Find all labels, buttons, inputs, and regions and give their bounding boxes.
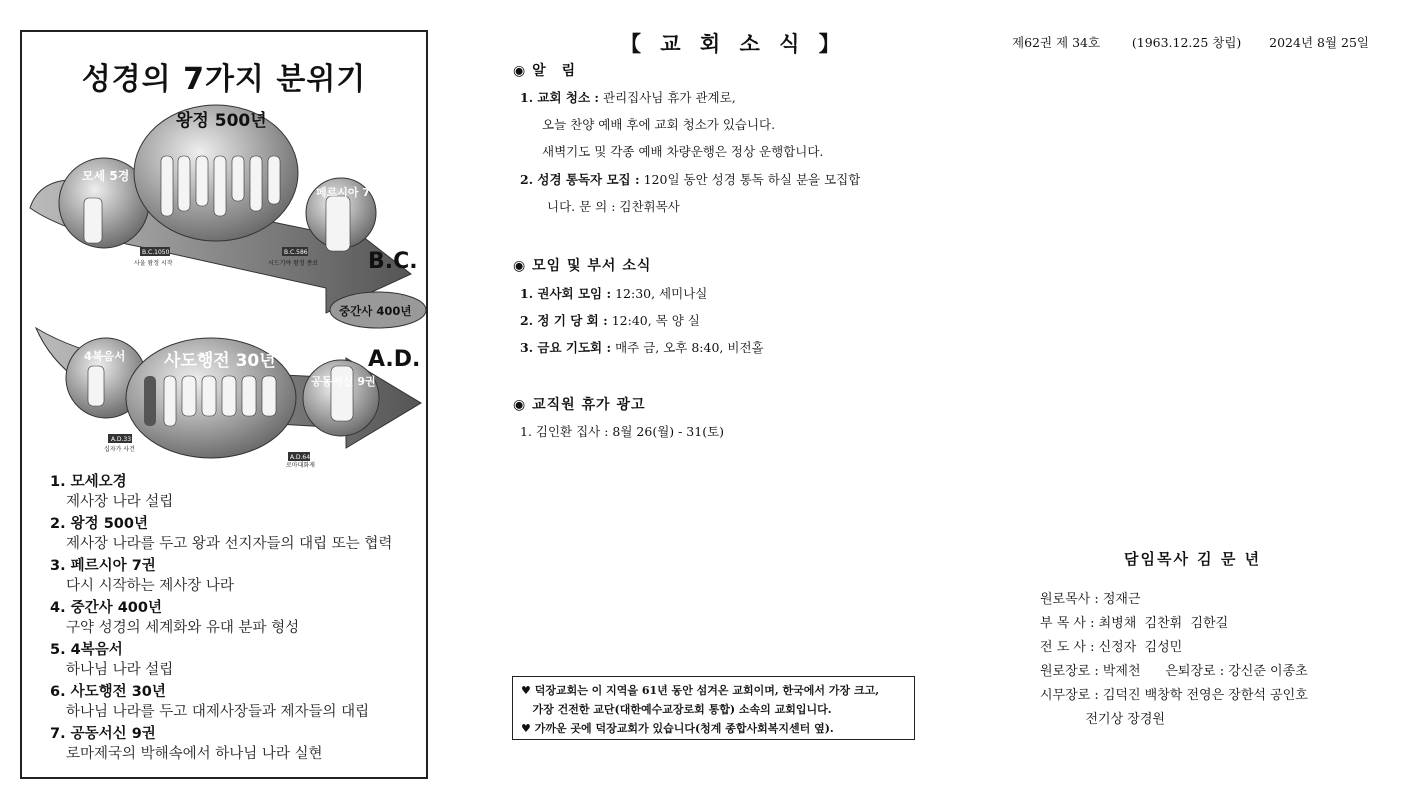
staff-line: 부 목 사 : 최병채 김찬휘 김한길	[1040, 616, 1229, 631]
church-box-line-3: ♥ 가까운 곳에 덕장교회가 있습니다(청계 종합사회복지센터 옆).	[521, 722, 834, 735]
persia-scroll	[326, 196, 350, 251]
panel-title: 성경의 7가지 분위기	[81, 62, 367, 97]
era-heading: 5. 4복음서	[50, 642, 123, 658]
staff-line: 전 도 사 : 신정자 김성민	[1040, 640, 1183, 655]
meeting-3-text: 매주 금, 오후 8:40, 비전홀	[611, 340, 764, 355]
zedekiah-label: 시드기야 왕정 종료	[268, 260, 319, 267]
volume-number: 제62권 제 34호	[1012, 35, 1101, 50]
era-item	[50, 556, 420, 597]
era-item	[50, 472, 420, 513]
staff-line: 원로목사 : 정재근	[1040, 592, 1141, 607]
notice-1-text: 관리집사님 휴가 관계로,	[599, 90, 736, 105]
bible-timeline-diagram	[26, 98, 426, 468]
meeting-2-text: 12:40, 목 양 실	[607, 313, 700, 328]
era-heading: 6. 사도행전 30년	[50, 684, 166, 700]
bc-label: B.C.	[368, 249, 418, 274]
era-heading: 2. 왕정 500년	[50, 516, 148, 532]
gospel-scroll-dark	[144, 376, 156, 426]
church-box-line-2: 가장 건전한 교단(대한예수교장로회 통합) 소속의 교회입니다.	[521, 703, 832, 716]
kings-label: 왕정 500년	[176, 111, 267, 131]
era-list	[50, 472, 420, 766]
era-description: 제사장 나라를 두고 왕과 선지자들의 대립 또는 협력	[66, 536, 393, 552]
kings-scrolls	[161, 156, 280, 216]
notice-item-1	[520, 84, 736, 111]
notice-2-label: 2. 성경 통독자 모집 :	[520, 172, 640, 187]
saul-label: 사울 왕정 시작	[134, 260, 173, 267]
cross-label: 십자가 사건	[104, 446, 135, 453]
era-item	[50, 724, 420, 765]
meeting-item-1	[520, 280, 707, 307]
era-description: 로마제국의 박해속에서 하나님 나라 실현	[66, 746, 323, 762]
meeting-1-label: 1. 권사회 모임 :	[520, 286, 612, 301]
ad64-tag: A.D.64	[290, 454, 311, 461]
meeting-3-label: 3. 금요 기도회 :	[520, 340, 612, 355]
notice-1-label: 1. 교회 청소 :	[520, 90, 600, 105]
senior-pastor: 담임목사 김 문 년	[1124, 550, 1262, 568]
notice-2-line2: 니다. 문 의 : 김찬휘목사	[547, 199, 680, 214]
meeting-1-text: 12:30, 세미나실	[611, 286, 708, 301]
issue-date: 2024년 8월 25일	[1269, 35, 1369, 50]
gospels-label: 4복음서	[84, 349, 126, 363]
era-item	[50, 514, 420, 555]
era-heading: 1. 모세오경	[50, 474, 127, 490]
notice-1-line2: 오늘 찬양 예배 후에 교회 청소가 있습니다.	[542, 117, 776, 132]
persia-label: 페르시아 7권	[316, 186, 381, 199]
issue-info	[1012, 33, 1369, 51]
notices-heading: ◉ 알 림	[513, 63, 577, 79]
era-description: 구약 성경의 세계화와 유대 분파 형성	[66, 620, 300, 636]
intertestamental-label: 중간사 400년	[339, 304, 412, 318]
church-info-box	[512, 676, 915, 740]
acts-label: 사도행전 30년	[164, 351, 276, 371]
gospels-scroll	[88, 366, 104, 406]
era-description: 다시 시작하는 제사장 나라	[66, 578, 234, 594]
era-description: 하나님 나라를 두고 대제사장들과 제자들의 대립	[66, 704, 370, 720]
bible-eras-panel	[20, 30, 428, 779]
era-heading: 3. 페르시아 7권	[50, 558, 156, 574]
era-heading: 4. 중간사 400년	[50, 600, 162, 616]
staff-line: 전기상 장경원	[1040, 712, 1165, 727]
notice-item-2	[520, 166, 860, 193]
era-item	[50, 640, 420, 681]
era-description: 제사장 나라 설립	[66, 494, 174, 510]
notice-2-text: 120일 동안 성경 통독 하실 분을 모집합	[639, 172, 861, 187]
church-news-title: 【 교 회 소 식 】	[620, 31, 846, 56]
epistles-label: 공동서신 9권	[311, 375, 376, 388]
moses-scroll	[84, 198, 102, 243]
meeting-2-label: 2. 정 기 당 회 :	[520, 313, 608, 328]
church-box-line-1: ♥ 덕장교회는 이 지역을 61년 동안 섬겨온 교회이며, 한국에서 가장 크고,	[521, 684, 880, 697]
founded-date: (1963.12.25 창립)	[1131, 35, 1242, 50]
staff-line: 원로장로 : 박제천 은퇴장로 : 강신준 이종초	[1040, 664, 1308, 679]
bc1050-tag: B.C.1050	[142, 249, 170, 256]
staff-line: 시무장로 : 김덕진 백창학 전영은 장한석 공인호	[1040, 688, 1308, 703]
era-description: 하나님 나라 설립	[66, 662, 174, 678]
bc586-tag: B.C.586	[284, 249, 308, 256]
ad-label: A.D.	[368, 347, 421, 372]
moses-label: 모세 5경	[82, 169, 130, 183]
era-item	[50, 682, 420, 723]
era-item	[50, 598, 420, 639]
ad33-tag: A.D.33	[111, 436, 132, 443]
vacation-heading: ◉ 교직원 휴가 광고	[513, 397, 646, 413]
meetings-heading: ◉ 모임 및 부서 소식	[513, 258, 652, 274]
meeting-item-3	[520, 334, 764, 361]
staff-list	[1040, 588, 1308, 732]
era-heading: 7. 공동서신 9권	[50, 726, 156, 742]
rome-label: 로마대화재	[286, 462, 315, 468]
vacation-item: 1. 김인환 집사 : 8월 26(월) - 31(토)	[520, 424, 725, 439]
notice-1-line3: 새벽기도 및 각종 예배 차량운행은 정상 운행합니다.	[542, 144, 824, 159]
meeting-item-2	[520, 307, 700, 334]
